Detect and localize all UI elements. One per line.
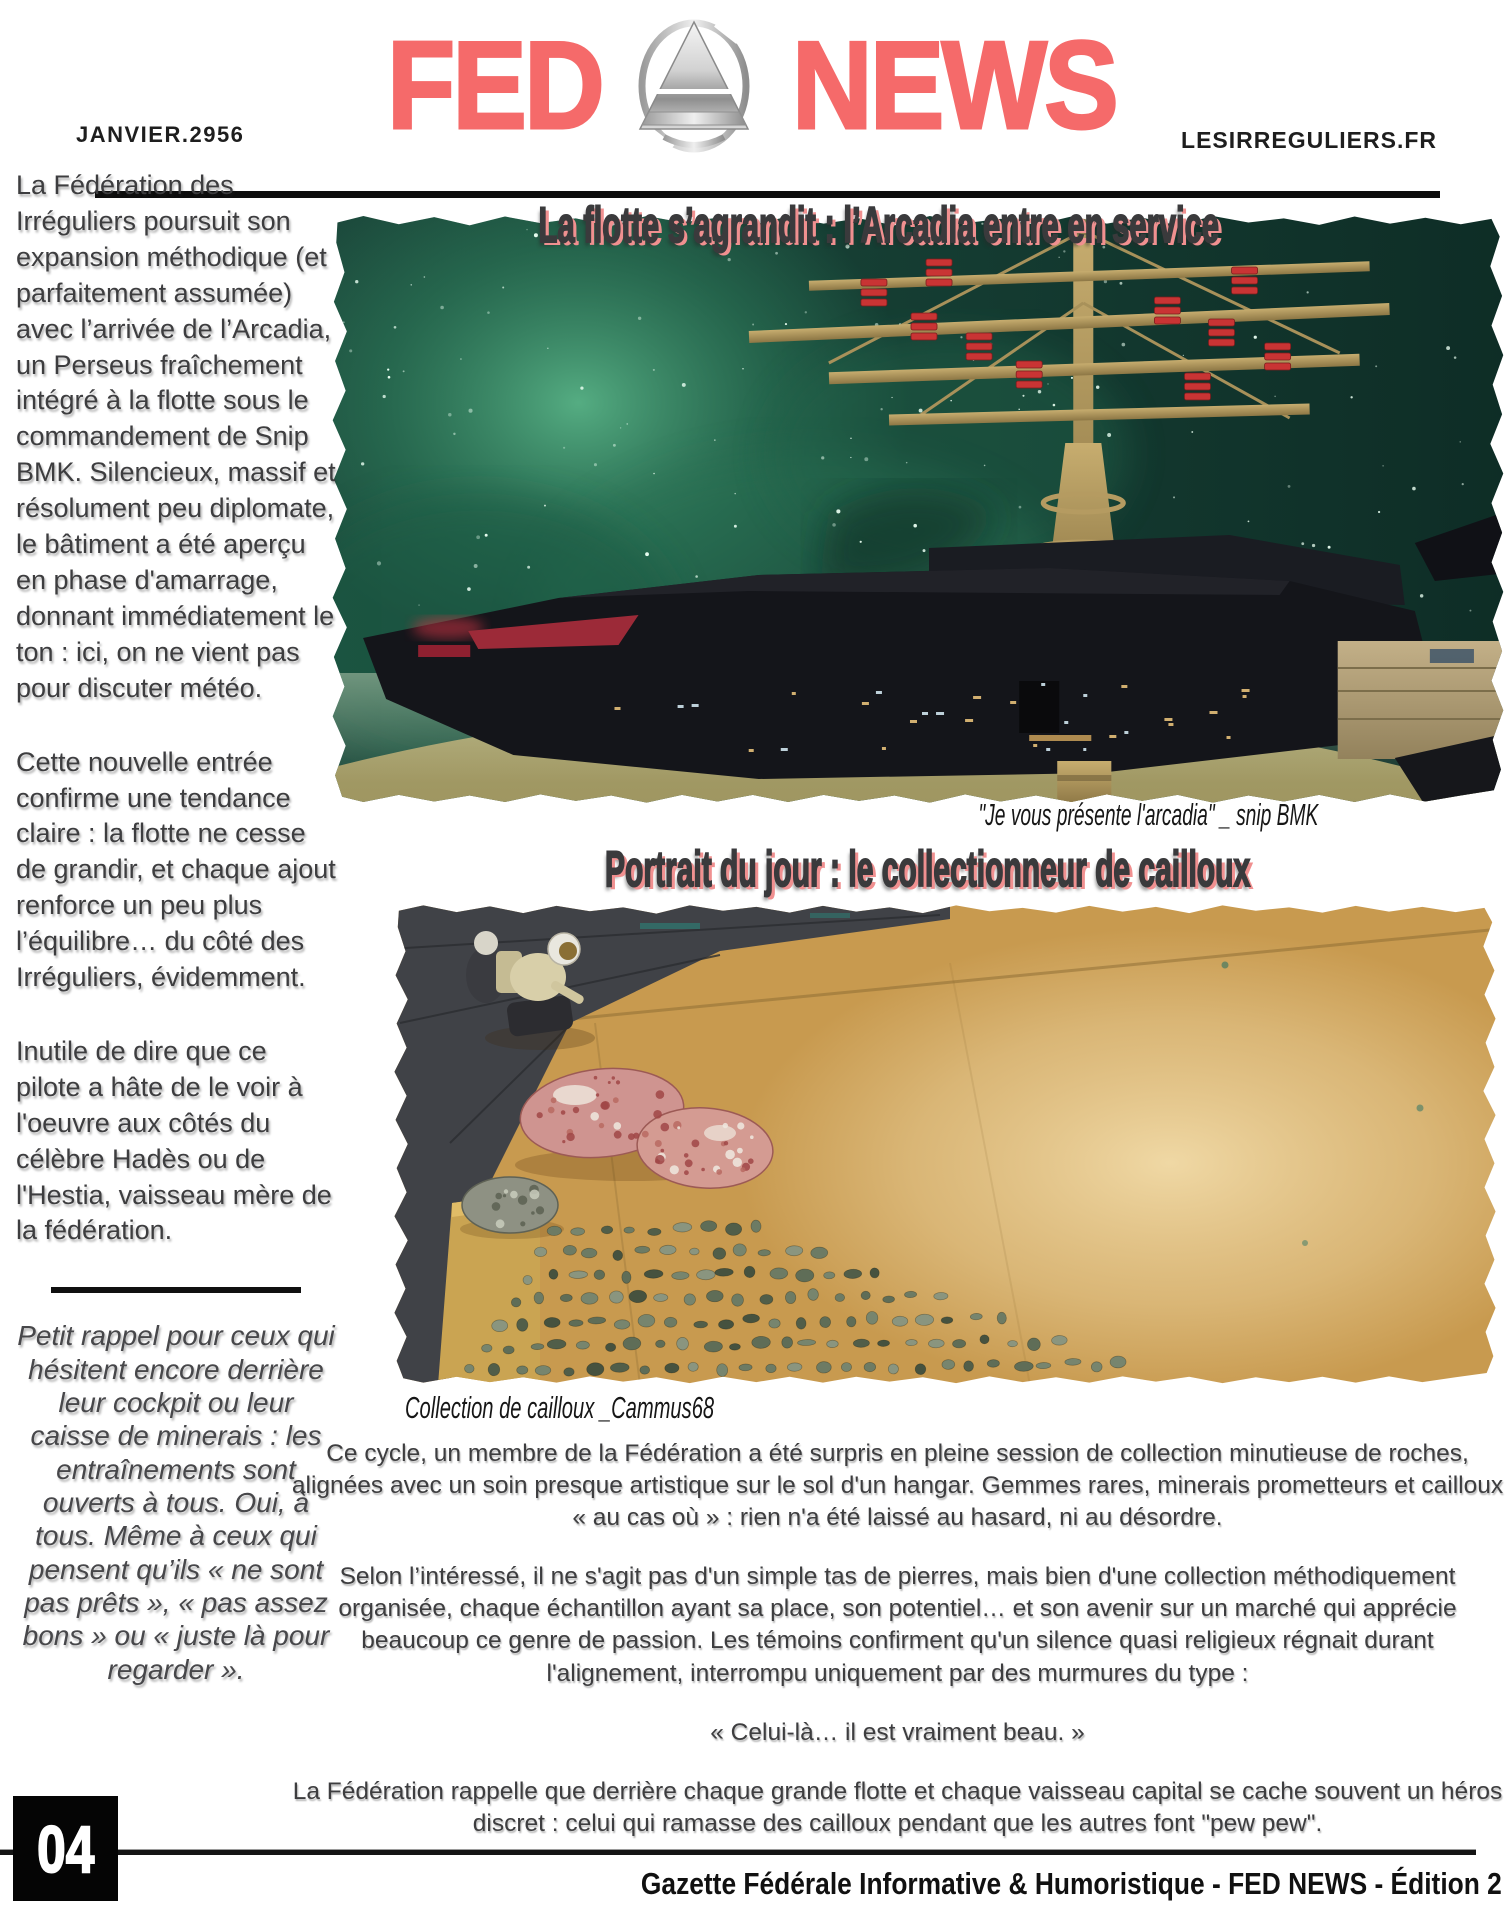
page-number: 04	[36, 1811, 95, 1886]
portrait-body	[290, 1438, 1505, 1867]
body-paragraph-4: La Fédération rappelle que derrière chaque grande flotte et chaque vaisseau capital se cache souvent un héros discret : celui qui ramasse des cailloux pendant que les autres font "pew pew".	[292, 1777, 1503, 1837]
left-column-divider	[51, 1287, 301, 1293]
rock-collection-photo	[390, 903, 1500, 1385]
footer-rule	[0, 1849, 1476, 1855]
portrait-headline: Portrait du jour : le collectionneur de cailloux	[605, 841, 1251, 897]
rocks-photo-caption: Collection de cailloux _Cammus68	[405, 1390, 715, 1425]
left-paragraph-2: Cette nouvelle entrée confirme une tendance claire : la flotte ne cesse de grandir, et chaque ajout renforce un peu plus l’équilibre… du côté des Irréguliers, évidemment.	[16, 746, 336, 993]
fleet-headline: La flotte s’agrandit : l’Arcadia entre en service	[538, 197, 1220, 253]
arcadia-photo-caption: "Je vous présente l'arcadia" _ snip BMK	[978, 797, 1318, 832]
left-column	[16, 168, 336, 1686]
masthead-title-fed: FED	[386, 17, 602, 155]
footer-tagline: Gazette Fédérale Informative & Humoristique - FED NEWS - Édition 2	[641, 1866, 1502, 1901]
left-paragraph-1: La Fédération des Irréguliers poursuit son expansion méthodique (et parfaitement assumée) avec l’arrivée de l’Arcadia, un Perseus fraîchement intégré à la flotte sous le commandement de Snip BMK. Silencieux, massif et résolument peu diplomate, le bâtiment a été aperçu en phase d'amarrage, donnant immédiatement le ton : ici, on ne vient pas pour discuter météo.	[16, 170, 336, 703]
arcadia-space-photo	[328, 213, 1508, 805]
masthead-title-news: NEWS	[791, 17, 1116, 155]
body-paragraph-2: Selon l’intéressé, il ne s'agit pas d'un simple tas de pierres, mais bien d'une collection méthodiquement organisée, chaque échantillon ayant sa place, son potentiel… et son avenir sur un marché qui apprécie beaucoup ce genre de passion. Les témoins confirment qu'un silence quasi religieux régnait durant l'alignement, interrompu uniquement par des murmures du type :	[338, 1563, 1457, 1687]
website-url: LESIRREGULIERS.FR	[1181, 127, 1437, 153]
training-reminder-note: Petit rappel pour ceux qui hésitent encore derrière leur cockpit ou leur caisse de minerais : les entraînements sont ouverts à tous. Oui, à tous. Même à ceux qui pensent qu’ils « ne sont pas prêts », « pas assez bons » ou « juste là pour regarder ».	[17, 1320, 335, 1685]
page-number-box	[13, 1796, 118, 1901]
body-quote: « Celui-là… il est vraiment beau. »	[710, 1718, 1085, 1746]
federation-pyramid-logo-icon	[618, 16, 770, 156]
left-paragraph-3: Inutile de dire que ce pilote a hâte de le voir à l'oeuvre aux côtés du célèbre Hadès ou de l'Hestia, vaisseau mère de la fédération.	[16, 1035, 332, 1246]
body-paragraph-1: Ce cycle, un membre de la Fédération a été surpris en pleine session de collection minutieuse de roches, alignées avec un soin presque artistique sur le sol d'un hangar. Gemmes rares, minerais prometteurs et cailloux « au cas où » : rien n'a été laissé au hasard, ni au désordre.	[291, 1440, 1504, 1532]
issue-date: JANVIER.2956	[76, 122, 245, 147]
